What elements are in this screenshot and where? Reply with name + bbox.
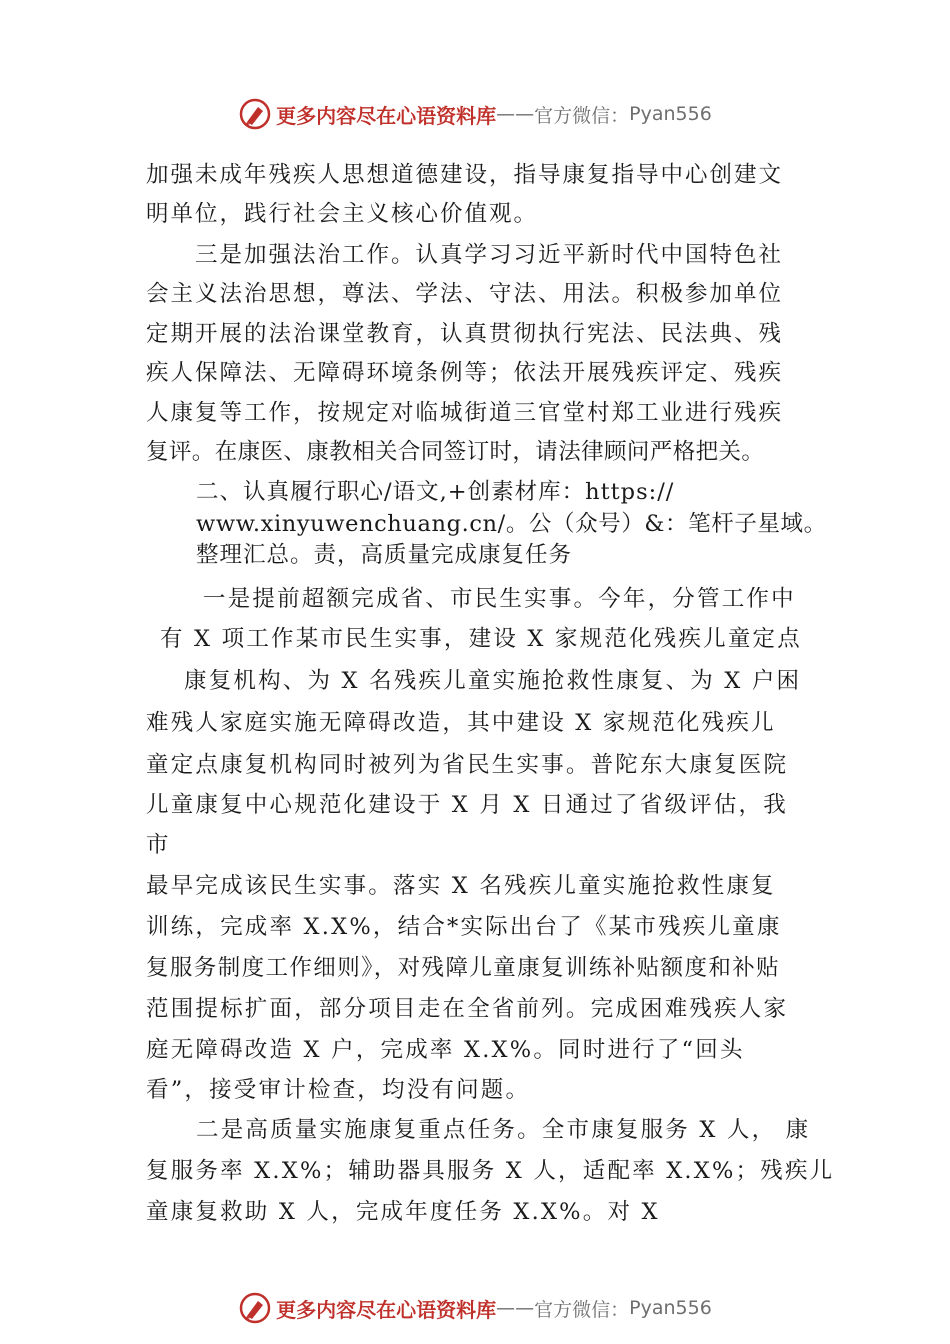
header-banner [0,94,950,134]
text-line: 疾人保障法、无障碍环境条例等；依法开展残疾评定、残疾 [146,360,784,386]
text-line: 难残人家庭实施无障碍改造，其中建设 X 家规范化残疾儿 [146,710,776,736]
text-line: 市 [146,832,171,858]
banner-separator: —— [496,1297,535,1319]
pen-logo-icon [238,1291,272,1325]
text-line: www.xinyuwenchuang.cn/。公（众号）&：笔杆子星域。 [196,511,827,537]
text-line: 二、认真履行职心/语文,+创素材库：https:// [196,479,675,505]
text-line: 一是提前超额完成省、市民生实事。今年，分管工作中 [203,586,796,612]
text-line: 二是高质量实施康复重点任务。全市康复服务 X 人， 康 [196,1117,811,1143]
banner-wechat-id: Pyan556 [629,1297,712,1319]
text-line: 训练，完成率 X.X%，结合*实际出台了《某市残疾儿童康 [146,914,782,940]
text-line: 明单位，践行社会主义核心价值观。 [146,201,539,227]
text-line: 加强未成年残疾人思想道德建设，指导康复指导中心创建文 [146,162,784,188]
text-line: 会主义法治思想，尊法、学法、守法、用法。积极参加单位 [146,281,784,307]
text-line: 儿童康复中心规范化建设于 X 月 X 日通过了省级评估，我 [146,792,788,818]
text-line: 定期开展的法治课堂教育，认真贯彻执行宪法、民法典、残 [146,321,784,347]
pen-logo-icon [238,97,272,131]
banner-brand: 更多内容尽在心语资料库 [276,103,497,128]
banner-separator: —— [496,103,535,125]
text-line: 康复机构、为 X 名残疾儿童实施抢救性康复、为 X 户困 [184,668,802,694]
text-line: 三是加强法治工作。认真学习习近平新时代中国特色社 [195,242,784,268]
banner-wechat-label: 官方微信： [534,1298,630,1321]
text-line: 人康复等工作，按规定对临城街道三官堂村郑工业进行残疾 [146,400,784,426]
text-line: 童定点康复机构同时被列为省民生实事。普陀东大康复医院 [146,752,789,778]
text-line: 看”，接受审计检查，均没有问题。 [146,1077,531,1103]
text-line: 复服务率 X.X%；辅助器具服务 X 人，适配率 X.X%；残疾儿 [146,1158,835,1184]
banner-wechat-id: Pyan556 [629,103,712,125]
text-line: 最早完成该民生实事。落实 X 名残疾儿童实施抢救性康复 [146,873,776,899]
text-line: 整理汇总。责，高质量完成康复任务 [196,542,573,568]
text-line: 庭无障碍改造 X 户，完成率 X.X%。同时进行了“回头 [146,1037,745,1063]
banner-wechat-label: 官方微信： [534,104,630,127]
banner-brand: 更多内容尽在心语资料库 [276,1297,497,1322]
text-line: 复服务制度工作细则》，对残障儿童康复训练补贴额度和补贴 [146,955,781,981]
text-line: 童康复救助 X 人，完成年度任务 X.X%。对 X [146,1199,660,1225]
text-line: 有 X 项工作某市民生实事，建设 X 家规范化残疾儿童定点 [160,626,802,652]
text-line: 复评。在康医、康教相关合同签订时，请法律顾问严格把关。 [146,439,765,465]
footer-banner [0,1288,950,1328]
text-line: 范围提标扩面，部分项目走在全省前列。完成困难残疾人家 [146,996,789,1022]
